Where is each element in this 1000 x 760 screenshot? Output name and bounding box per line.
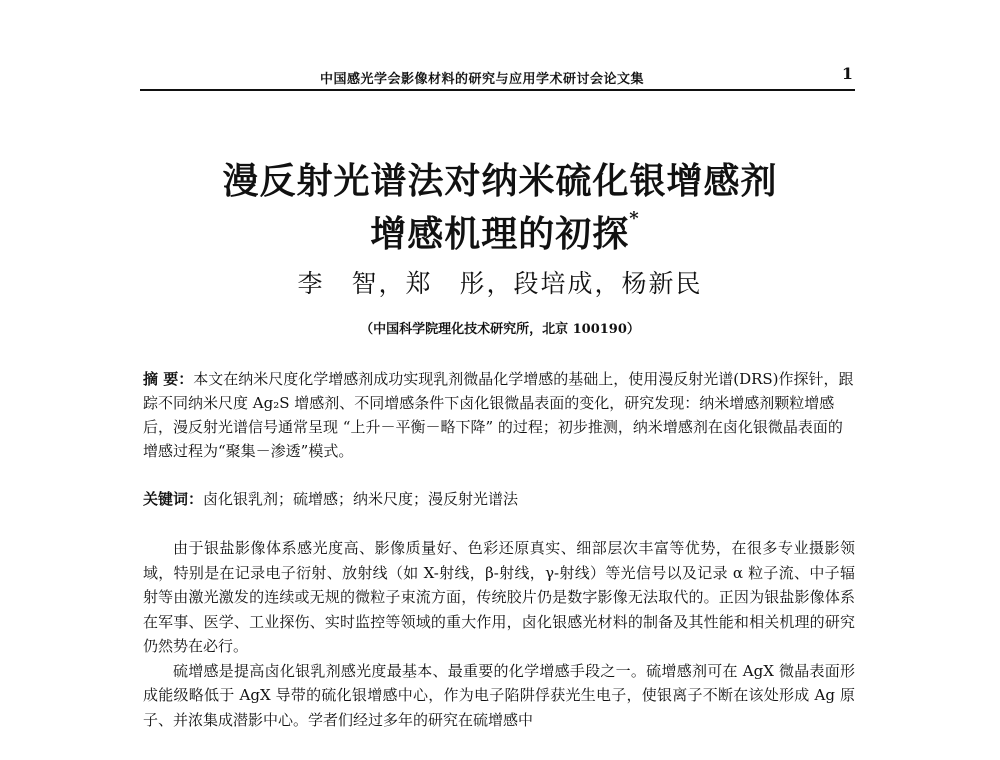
body-paragraph-2: 硫增感是提高卤化银乳剂感光度最基本、最重要的化学增感手段之一。硫增感剂可在 AgX 微晶表面形成能级略低于 AgX 导带的硫化银增感中心，作为电子陷阱俘获光生电子，使银离子不断在该处形成 Ag 原子、并浓集成潜影中心。学者们经过多年的研究在硫增感中 <box>143 661 855 729</box>
paper-title-line-2-text: 增感机理的初探 <box>370 213 630 255</box>
keywords-label: 关键词： <box>143 490 204 508</box>
header-rule <box>140 89 855 91</box>
running-header <box>140 62 855 92</box>
keywords <box>143 487 855 511</box>
body-paragraph-1: 由于银盐影像体系感光度高、影像质量好、色彩还原真实、细部层次丰富等优势，在很多专业摄影领域，特别是在记录电子衍射、放射线（如 X-射线，β-射线，γ-射线）等光信号以及记录 α 粒子流、中子辐射等由激光激发的连续或无规的微粒子束流方面，传统胶片仍是数字影像无法取代的。正因为银盐影像体系在军事、医学、工业探伤、实时监控等领域的重大作用，卤化银感光材料的制备及其性能和相关机理的研究仍然势在必行。 <box>143 539 855 655</box>
abstract-text: 本文在纳米尺度化学增感剂成功实现乳剂微晶化学增感的基础上，使用漫反射光谱(DRS)作探针，跟踪不同纳米尺度 Ag₂S 增感剂、不同增感条件下卤化银微晶表面的变化，研究发现：纳米增感剂颗粒增感后，漫反射光谱信号通常呈现 “上升－平衡－略下降” 的过程；初步推测，纳米增感剂在卤化银微晶表面的增感过程为“聚集－渗透”模式。 <box>143 370 854 460</box>
title-footnote-marker: * <box>629 208 640 229</box>
running-title: 中国感光学会影像材料的研究与应用学术研讨会论文集 <box>320 72 645 87</box>
author-list: 李 智，郑 彤，段培成，杨新民 <box>297 269 703 298</box>
body-text <box>143 536 855 732</box>
abstract-label: 摘 要： <box>143 370 194 388</box>
paper-title-line-2 <box>0 206 1000 257</box>
affiliation: （中国科学院理化技术研究所，北京 100190） <box>360 322 640 337</box>
paper-title-line-1: 漫反射光谱法对纳米硫化银增感剂 <box>222 160 778 202</box>
abstract <box>143 367 855 463</box>
keywords-text: 卤化银乳剂；硫增感；纳米尺度；漫反射光谱法 <box>203 490 519 508</box>
page-number: 1 <box>841 64 853 83</box>
